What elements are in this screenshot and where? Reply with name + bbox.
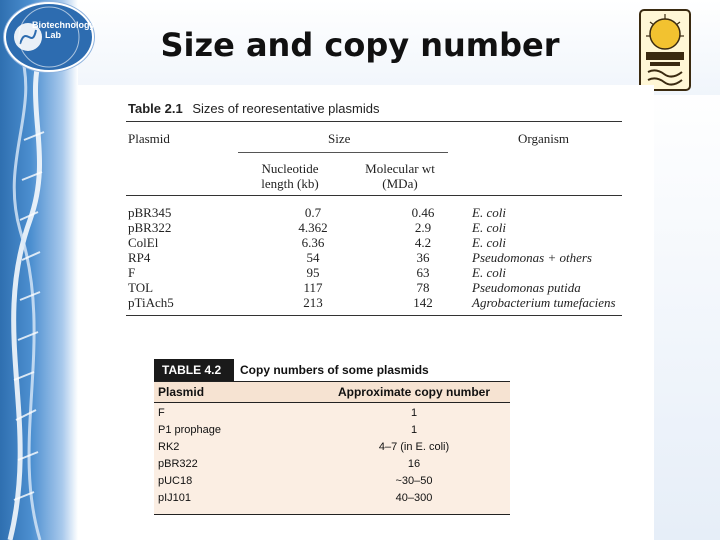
header-size: Size: [328, 131, 351, 146]
table-2-1-caption: [128, 101, 379, 116]
header-molecular-wt: Molecular wt (MDa): [365, 161, 435, 191]
cell-plasmid: ColEl: [128, 235, 159, 250]
table-4-2-bottom-rule: [154, 514, 510, 515]
cell-copy-number: 40–300: [395, 492, 433, 504]
header-copy-number: Approximate copy number: [337, 385, 491, 399]
cell-copy-number: 1: [410, 424, 418, 436]
cell-organism: E. coli: [472, 220, 506, 235]
table-bottom-rule: [126, 315, 622, 316]
table-4-2-caption: Copy numbers of some plasmids: [240, 363, 429, 377]
cell-organism: Pseudomonas + others: [472, 250, 592, 265]
cell-plasmid: RK2: [158, 441, 180, 453]
table-row: [154, 490, 510, 507]
cell-molecular-wt: 36: [416, 250, 430, 265]
cell-plasmid: pBR322: [128, 220, 172, 235]
table-row: [126, 235, 622, 250]
cell-organism: E. coli: [472, 265, 506, 280]
table-row: [126, 295, 622, 310]
table-row: [154, 456, 510, 473]
table-row: [126, 265, 622, 280]
cell-molecular-wt: 4.2: [414, 235, 432, 250]
header-nucleotide-length: Nucleotide length (kb): [261, 161, 319, 191]
cell-copy-number: 1: [410, 407, 418, 419]
lab-logo-text: Biotechnology Lab: [32, 20, 95, 40]
cell-molecular-wt: 78: [416, 280, 430, 295]
cell-plasmid: TOL: [128, 280, 154, 295]
cell-organism: E. coli: [472, 235, 506, 250]
table-4-2: [148, 353, 516, 522]
table-row: [154, 473, 510, 490]
cell-nucleotide-length: 0.7: [304, 205, 322, 220]
cell-molecular-wt: 0.46: [411, 205, 435, 220]
cell-nucleotide-length: 4.362: [298, 220, 328, 235]
header-plasmid: Plasmid: [158, 385, 205, 399]
right-background-strip: [654, 80, 720, 540]
table-2-1-title: Sizes of reoresentative plasmids: [192, 101, 380, 116]
cell-plasmid: RP4: [128, 250, 151, 265]
cell-plasmid: pTiAch5: [128, 295, 174, 310]
table-4-2-header: [154, 381, 510, 403]
table-4-2-title-bar: [154, 359, 510, 381]
table-2-1-label: Table 2.1: [128, 101, 183, 116]
table-4-2-body: [154, 381, 510, 515]
table-row: [154, 422, 510, 439]
cell-plasmid: F: [158, 407, 165, 419]
cell-plasmid: pIJ101: [158, 492, 192, 504]
cell-molecular-wt: 142: [413, 295, 433, 310]
cell-plasmid: pBR322: [158, 458, 198, 470]
cell-plasmid: F: [128, 265, 136, 280]
dna-helix-icon: [0, 0, 95, 540]
table-row: [154, 405, 510, 422]
table-row: [126, 220, 622, 235]
table-row: [154, 439, 510, 456]
size-span-rule: [238, 152, 448, 153]
header-bottom-rule: [126, 195, 622, 196]
header-organism: Organism: [518, 131, 570, 146]
table-2-1: [78, 85, 654, 337]
table-top-rule: [126, 121, 622, 122]
cell-plasmid: pBR345: [128, 205, 172, 220]
cell-nucleotide-length: 213: [303, 295, 323, 310]
cell-plasmid: pUC18: [158, 475, 193, 487]
cell-organism: E. coli: [472, 205, 506, 220]
cell-copy-number: ~30–50: [395, 475, 433, 487]
university-crest-icon: [636, 8, 694, 92]
table-row: [126, 250, 622, 265]
assiut-university-logo: [636, 8, 694, 92]
cell-plasmid: P1 prophage: [158, 424, 221, 436]
cell-organism: Agrobacterium tumefaciens: [472, 295, 616, 310]
cell-nucleotide-length: 54: [306, 250, 320, 265]
cell-copy-number: 4–7 (in E. coli): [378, 441, 450, 453]
cell-organism: Pseudomonas putida: [472, 280, 581, 295]
cell-molecular-wt: 63: [416, 265, 430, 280]
table-4-2-label: TABLE 4.2: [154, 359, 234, 381]
cell-nucleotide-length: 95: [306, 265, 320, 280]
cell-nucleotide-length: 117: [303, 280, 323, 295]
cell-molecular-wt: 2.9: [414, 220, 432, 235]
table-row: [126, 205, 622, 220]
header-plasmid: Plasmid: [128, 131, 170, 146]
cell-copy-number: 16: [407, 458, 421, 470]
cell-nucleotide-length: 6.36: [301, 235, 325, 250]
biotechnology-lab-logo: [4, 2, 94, 72]
dna-decoration-strip: [0, 0, 95, 540]
slide-title: Size and copy number: [160, 26, 560, 64]
table-row: [126, 280, 622, 295]
